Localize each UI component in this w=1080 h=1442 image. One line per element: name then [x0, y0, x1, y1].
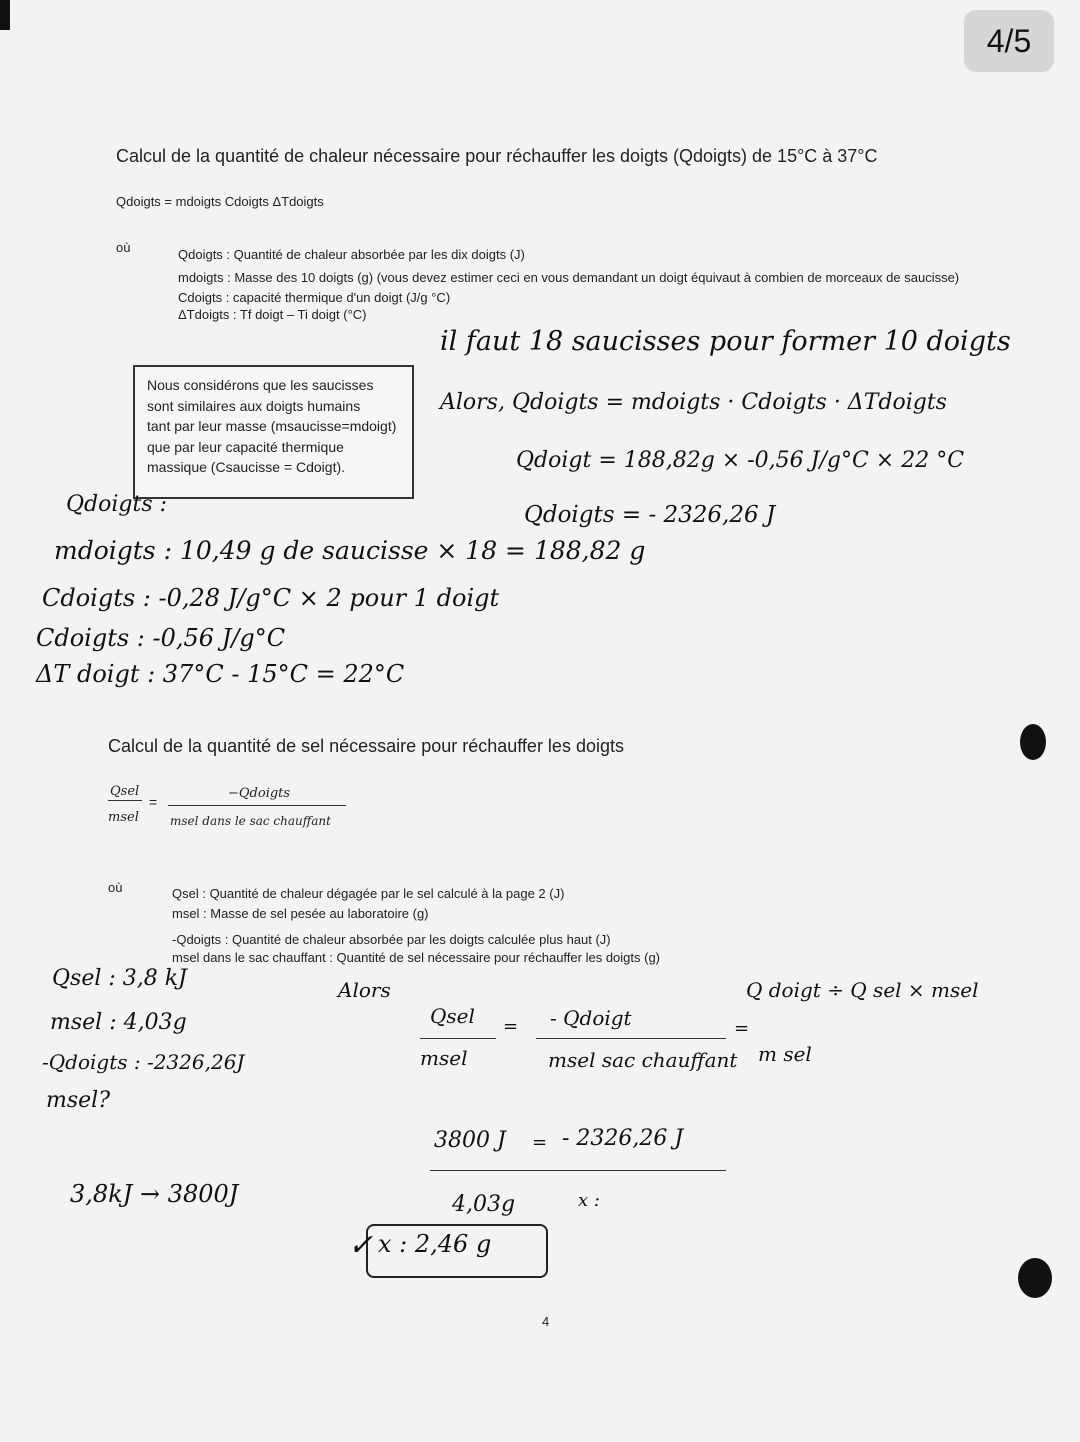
hw-calc: Qdoigt = 188,82g × -0,56 J/g°C × 22 °C [516, 448, 965, 473]
def-msel: msel : Masse de sel pesée au laboratoire (g) [172, 906, 429, 921]
def-msel-sac: msel dans le sac chauffant : Quantité de sel nécessaire pour réchauffer les doigts (g) [172, 950, 661, 965]
frac-left-num: Qsel [110, 784, 140, 799]
hw-qdoigts-label: Qdoigts : [66, 492, 168, 517]
frac-left-line [108, 800, 142, 801]
hw-c1: Cdoigts : -0,28 J/g°C × 2 pour 1 doigt [42, 584, 500, 612]
hw-f2-num: - Qdoigt [550, 1006, 632, 1030]
check-mark: ✓ [348, 1228, 374, 1263]
assumption-box [133, 365, 414, 499]
scan-mark [0, 0, 10, 30]
def-deltat: ΔTdoigts : Tf doigt – Ti doigt (°C) [178, 307, 367, 322]
hw-f2-line [536, 1038, 726, 1039]
hw-answer: x : 2,46 g [378, 1230, 492, 1258]
def-mdoigts: mdoigts : Masse des 10 doigts (g) (vous devez estimer ceci en vous demandant un doigt équivaut à combien de morceaux de saucisse) [178, 270, 960, 285]
def-neg-qdoigts: -Qdoigts : Quantité de chaleur absorbée par les doigts calculée plus haut (J) [172, 932, 611, 947]
hw-d1: 4,03g [452, 1192, 516, 1217]
section1-formula: Qdoigts = mdoigts Cdoigts ΔTdoigts [116, 194, 324, 209]
hw-eq2: = [734, 1018, 750, 1039]
section2-ou: où [108, 880, 123, 895]
scan-mark [1018, 1258, 1052, 1298]
def-qsel: Qsel : Quantité de chaleur dégagée par le sel calculé à la page 2 (J) [172, 886, 565, 901]
hw-c2: Cdoigts : -0,56 J/g°C [36, 624, 286, 652]
frac-right-den: msel dans le sac chauffant [170, 814, 331, 828]
hw-n-line [430, 1170, 726, 1171]
hw-eq1: = [503, 1016, 519, 1037]
hw-conversion: 3,8kJ → 3800J [70, 1180, 239, 1208]
hw-x-label: x : [578, 1190, 600, 1211]
hw-right-msel: m sel [758, 1042, 812, 1066]
box-line: Nous considérons que les saucisses [147, 377, 374, 393]
hw-alors2: Alors [338, 978, 391, 1002]
page-badge: 4/5 [964, 10, 1054, 72]
box-line: massique (Csaucisse = Cdoigt). [147, 459, 346, 475]
hw-f1-line [420, 1038, 496, 1039]
frac-eq: = [149, 794, 158, 810]
hw-msel-q: msel? [46, 1088, 111, 1113]
frac-right-num: −Qdoigts [228, 786, 291, 801]
hw-eq3: = [532, 1132, 548, 1153]
box-line: que par leur capacité thermique [147, 438, 344, 455]
frac-right-line [168, 805, 346, 806]
hw-dt: ΔT doigt : 37°C - 15°C = 22°C [36, 660, 405, 688]
hw-qdoigts: -Qdoigts : -2326,26J [42, 1050, 245, 1074]
hw-n2: - 2326,26 J [562, 1126, 684, 1151]
frac-left-den: msel [108, 810, 139, 825]
hw-f2-den: msel sac chauffant [548, 1048, 738, 1072]
hw-f1-den: msel [420, 1046, 468, 1070]
section2-title: Calcul de la quantité de sel nécessaire pour réchauffer les doigts [108, 736, 624, 756]
hw-msel: msel : 4,03g [50, 1010, 187, 1035]
hw-f1-num: Qsel [430, 1004, 475, 1028]
box-line: tant par leur masse (msaucisse=mdoigt) [147, 418, 397, 434]
hw-qsel: Qsel : 3,8 kJ [52, 966, 187, 991]
section1-title: Calcul de la quantité de chaleur nécessaire pour réchauffer les doigts (Qdoigts) de 15°C à 37°C [116, 146, 878, 166]
section1-ou: où [116, 240, 131, 255]
hw-alors: Alors, Qdoigts = mdoigts · Cdoigts · ΔTdoigts [440, 390, 947, 415]
hw-note: il faut 18 saucisses pour former 10 doigts [440, 326, 1011, 357]
hw-right-formula: Q doigt ÷ Q sel × msel [746, 978, 979, 1002]
hw-n1: 3800 J [434, 1128, 506, 1153]
def-cdoigts: Cdoigts : capacité thermique d'un doigt (J/g °C) [178, 290, 451, 305]
def-qdoigts: Qdoigts : Quantité de chaleur absorbée par les dix doigts (J) [178, 247, 525, 262]
scan-mark [1020, 724, 1046, 760]
box-line: sont similaires aux doigts humains [147, 397, 361, 414]
hw-mass: mdoigts : 10,49 g de saucisse × 18 = 188,82 g [54, 536, 646, 565]
footer-page-number: 4 [542, 1314, 550, 1329]
hw-result: Qdoigts = - 2326,26 J [524, 502, 776, 528]
